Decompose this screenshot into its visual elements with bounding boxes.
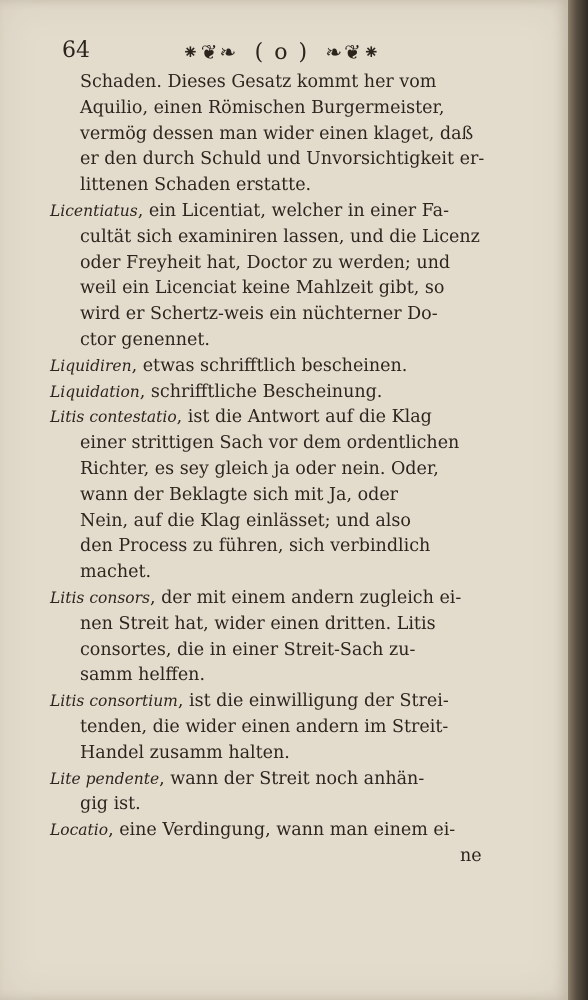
text-line (50, 663, 520, 689)
line-text: wann der Beklagte sich mit Ja, oder (80, 484, 399, 505)
text-line (50, 431, 520, 457)
catchword: ne (460, 845, 482, 866)
text-line (50, 741, 520, 767)
text-line (50, 483, 520, 509)
line-text: weil ein Licenciat keine Mahlzeit gibt, so (80, 278, 445, 299)
line-text: machet. (80, 562, 152, 583)
line-text: wird er Schertz-weis ein nüchterner Do- (80, 304, 438, 325)
line-text: den Process zu führen, sich verbindlich (80, 536, 431, 557)
line-text: Nein, auf die Klag einlässet; und also (80, 510, 411, 531)
line-text: einer strittigen Sach vor dem ordentlichen (80, 433, 460, 454)
text-line (50, 122, 520, 148)
text-line (50, 96, 520, 122)
text-line (50, 612, 520, 638)
text-body (50, 70, 520, 870)
line-text: gig ist. (80, 794, 141, 815)
entry-line (50, 405, 520, 431)
line-text: , ist die Antwort auf die Klag (176, 407, 432, 428)
text-line (50, 560, 520, 586)
page-number: 64 (62, 38, 90, 63)
text-line (50, 302, 520, 328)
entry-line (50, 380, 520, 406)
text-line (50, 147, 520, 173)
line-text: nen Streit hat, wider einen dritten. Litis (80, 613, 436, 634)
entry-term: Litis consortium (50, 692, 178, 711)
page-header (62, 38, 522, 68)
line-text: , ein Licentiat, welcher in einer Fa- (137, 200, 449, 221)
entry-term: Locatio (50, 821, 109, 840)
entry-line (50, 586, 520, 612)
entry-term: Liquidation (50, 382, 140, 401)
text-line (50, 276, 520, 302)
line-text: cultät sich examiniren lassen, und die Licenz (80, 226, 480, 247)
line-text: samm helffen. (80, 665, 206, 686)
text-line (50, 534, 520, 560)
entry-term: Licentiatus (50, 201, 138, 220)
text-line (50, 792, 520, 818)
line-text: Schaden. Dieses Gesatz kommt her vom (80, 72, 437, 92)
entry-term: Liquidiren (50, 356, 132, 375)
entry-line (50, 199, 520, 225)
line-text: , ist die einwilligung der Strei- (177, 691, 449, 712)
line-text: oder Freyheit hat, Doctor zu werden; und (80, 252, 451, 273)
book-spine (568, 0, 588, 1000)
text-line (50, 509, 520, 535)
line-text: , schrifftliche Bescheinung. (139, 381, 383, 402)
line-text: tenden, die wider einen andern im Streit- (80, 716, 449, 737)
line-text: vermög dessen man wider einen klaget, daß (80, 123, 474, 144)
entry-line (50, 354, 520, 380)
ornament-left: ⁕❦❧ (182, 40, 239, 64)
header-ornament (182, 40, 382, 65)
line-text: littenen Schaden erstatte. (80, 175, 312, 196)
line-text: , der mit einem andern zugleich ei- (149, 587, 462, 608)
text-line (50, 70, 520, 96)
line-text: er den durch Schuld und Unvorsichtigkeit er- (80, 149, 485, 170)
line-text: consortes, die in einer Streit-Sach zu- (80, 639, 416, 660)
line-text: Aquilio, einen Römischen Burgermeister, (80, 97, 445, 118)
entry-term: Litis consors (50, 588, 150, 607)
text-line (50, 328, 520, 354)
line-text: , wann der Streit noch anhän- (159, 768, 425, 789)
ornament-mid: ( o ) (254, 40, 310, 65)
line-text: Richter, es sey gleich ja oder nein. Oder, (80, 458, 439, 479)
line-text: , etwas schrifftlich bescheinen. (131, 355, 408, 376)
text-line (50, 251, 520, 277)
line-text: ctor genennet. (80, 329, 210, 350)
entry-line (50, 818, 520, 844)
entry-term: Litis contestatio (50, 408, 177, 427)
text-line (50, 715, 520, 741)
text-line (50, 638, 520, 664)
line-text: Handel zusamm halten. (80, 742, 290, 763)
entry-line (50, 689, 520, 715)
text-line (50, 457, 520, 483)
text-line (50, 173, 520, 199)
line-text: , eine Verdingung, wann man einem ei- (108, 820, 456, 841)
entry-line (50, 767, 520, 793)
entry-term: Lite pendente (50, 769, 160, 788)
text-line (50, 225, 520, 251)
ornament-right: ❧❦⁕ (325, 40, 382, 64)
